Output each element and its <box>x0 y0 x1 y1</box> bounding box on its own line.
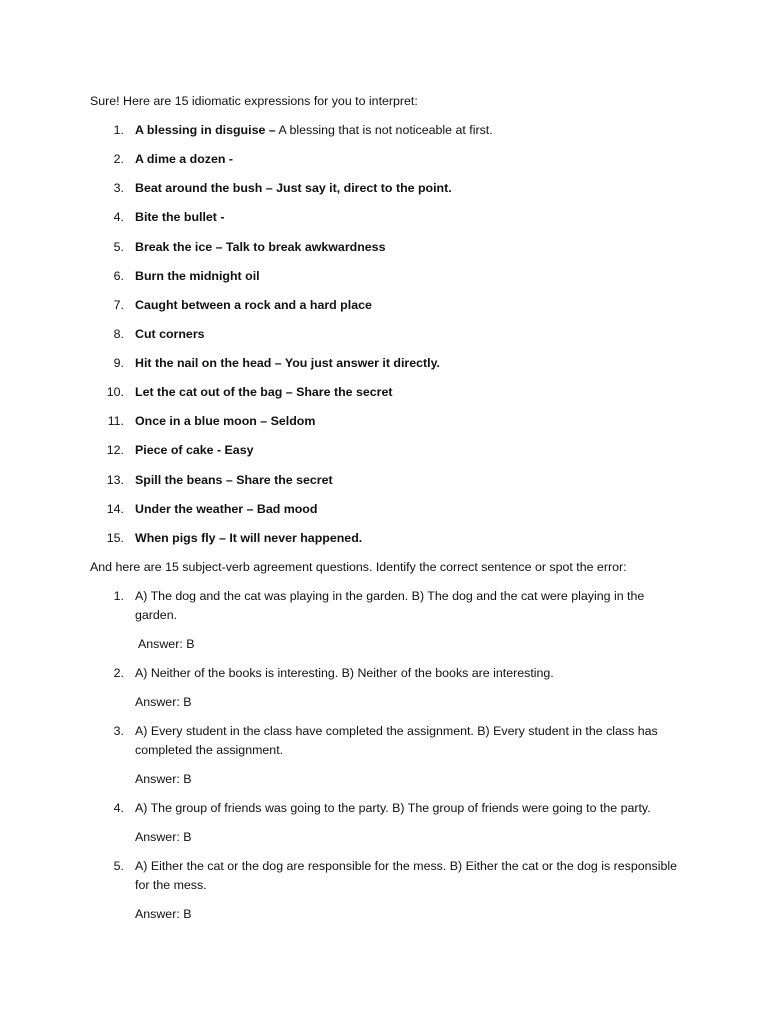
idiom-term: Break the ice – Talk to break awkwardness <box>135 240 386 254</box>
question-text: A) Either the cat or the dog are responsible for the mess. B) Either the cat or the dog is responsible for the mess. <box>135 859 678 892</box>
idiom-term: Bite the bullet - <box>135 210 225 224</box>
answer-text-4: Answer: B <box>135 830 192 844</box>
list-number: 5. <box>113 240 124 254</box>
idiom-term: A blessing in disguise – <box>135 123 276 137</box>
idioms-intro: Sure! Here are 15 idiomatic expressions for you to interpret: <box>90 94 418 108</box>
list-number: 11. <box>107 414 124 428</box>
answer-text-5: Answer: B <box>135 907 192 921</box>
list-number: 6. <box>113 269 124 283</box>
list-number: 2. <box>113 666 124 680</box>
list-number: 3. <box>113 724 124 738</box>
idiom-meaning: A blessing that is not noticeable at first. <box>275 123 493 137</box>
idiom-term: Caught between a rock and a hard place <box>135 298 372 312</box>
idiom-term: When pigs fly – It will never happened. <box>135 531 363 545</box>
questions-intro: And here are 15 subject-verb agreement questions. Identify the correct sentence or spot the error: <box>90 560 627 574</box>
answer-text-3: Answer: B <box>135 772 192 786</box>
list-number: 7. <box>113 298 124 312</box>
list-number: 3. <box>113 181 124 195</box>
list-number: 2. <box>113 152 124 166</box>
list-number: 5. <box>113 859 124 873</box>
list-number: 4. <box>113 801 124 815</box>
idiom-term: Cut corners <box>135 327 205 341</box>
idiom-term: Burn the midnight oil <box>135 269 260 283</box>
idiom-term: Under the weather – Bad mood <box>135 502 318 516</box>
list-number: 13. <box>106 473 124 487</box>
list-number: 8. <box>113 327 124 341</box>
answer-text-1: Answer: B <box>138 637 195 651</box>
idiom-term: Hit the nail on the head – You just answer it directly. <box>135 356 441 370</box>
question-text: A) The group of friends was going to the party. B) The group of friends were going to the party. <box>135 801 651 815</box>
question-text: A) Neither of the books is interesting. B) Neither of the books are interesting. <box>135 666 554 680</box>
list-number: 9. <box>113 356 124 370</box>
idiom-term: Let the cat out of the bag – Share the secret <box>135 385 393 399</box>
list-number: 1. <box>113 123 124 137</box>
list-number: 10. <box>106 385 124 399</box>
idiom-term: Once in a blue moon – Seldom <box>135 414 316 428</box>
idiom-term: A dime a dozen - <box>135 152 233 166</box>
list-number: 4. <box>113 210 124 224</box>
list-number: 1. <box>113 589 124 603</box>
idiom-term: Beat around the bush – Just say it, direct to the point. <box>135 181 452 195</box>
list-number: 15. <box>106 531 124 545</box>
question-text: A) The dog and the cat was playing in the garden. B) The dog and the cat were playing in the garden. <box>135 589 645 622</box>
idiom-term: Piece of cake - Easy <box>135 443 254 457</box>
list-number: 12. <box>106 443 124 457</box>
answer-text-2: Answer: B <box>135 695 192 709</box>
idiom-term: Spill the beans – Share the secret <box>135 473 333 487</box>
question-text: A) Every student in the class have completed the assignment. B) Every student in the class has completed the assignment. <box>135 724 658 757</box>
list-number: 14. <box>106 502 124 516</box>
